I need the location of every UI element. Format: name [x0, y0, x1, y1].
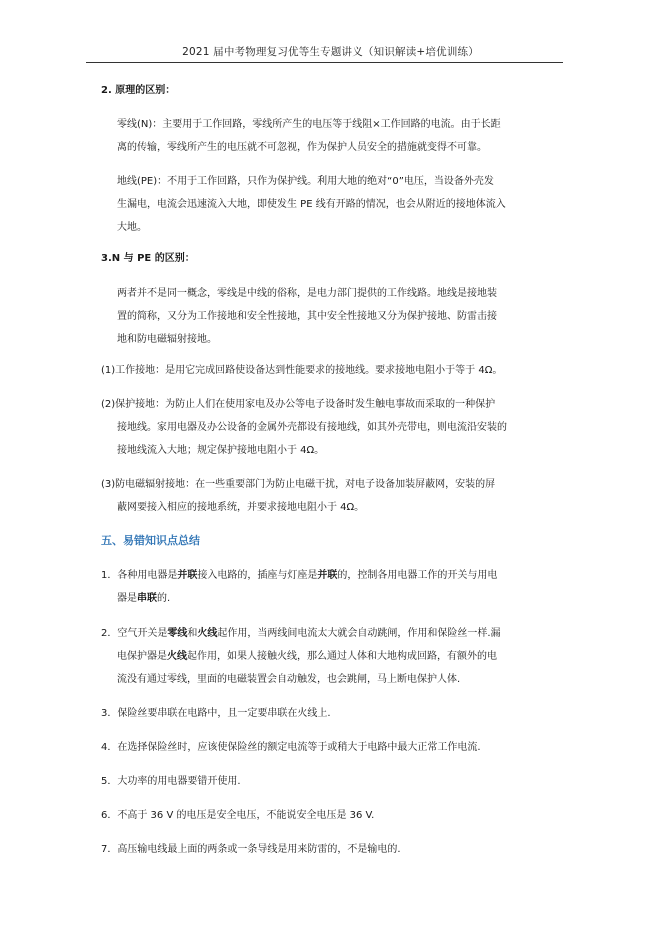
text-line: 蔽网要接入相应的接地系统，并要求接地电阻小于 4Ω。: [117, 502, 365, 513]
text-line: 地和防电磁辐射接地。: [117, 334, 217, 345]
text-line: (2)保护接地：为防止人们在使用家电及办公等电子设备时发生触电事故而采取的一种保护: [101, 399, 496, 410]
text-line: 大地。: [117, 222, 147, 233]
text-line: (3)防电磁辐射接地：在一些重要部门为防止电磁干扰，对电子设备加装屏蔽网，安装的屏: [101, 479, 496, 490]
text-line: 2．空气开关是零线和火线起作用，当两线间电流太大就会自动跳闸，作用和保险丝一样.漏: [101, 628, 501, 639]
text-line: 流没有通过零线，里面的电磁装置会自动触发，也会跳闸，马上断电保护人体.: [117, 674, 461, 685]
text-line: 7．高压输电线最上面的两条或一条导线是用来防雷的，不是输电的.: [101, 844, 401, 855]
text-line: 接地线。家用电器及办公设备的金属外壳都设有接地线，如其外壳带电，则电流沿安装的: [117, 422, 507, 433]
subsection-heading: 2. 原理的区别：: [101, 85, 176, 96]
text-line: 电保护器是火线起作用，如果人接触火线，那么通过人体和大地构成回路，有额外的电: [117, 651, 497, 662]
text-line: 3．保险丝要串联在电路中，且一定要串联在火线上.: [101, 708, 331, 719]
text-line: 器是串联的.: [117, 593, 171, 604]
text-line: 生漏电，电流会迅速流入大地，即使发生 PE 线有开路的情况，也会从附近的接地体流入: [117, 199, 506, 210]
section-heading: 五、易错知识点总结: [101, 534, 200, 547]
subsection-heading: 3.N 与 PE 的区别：: [101, 253, 195, 264]
page-header: 2021 届中考物理复习优等生专题讲义（知识解读+培优训练）: [182, 46, 479, 58]
header-divider: [86, 62, 563, 63]
text-line: 接地线流入大地；规定保护接地电阻小于 4Ω。: [117, 445, 325, 456]
text-line: 离的传输，零线所产生的电压就不可忽视，作为保护人员安全的措施就变得不可靠。: [117, 142, 487, 153]
text-line: 6．不高于 36 V 的电压是安全电压，不能说安全电压是 36 V.: [101, 810, 375, 821]
text-line: 4．在选择保险丝时，应该使保险丝的额定电流等于或稍大于电路中最大正常工作电流.: [101, 742, 481, 753]
text-line: 零线(N)：主要用于工作回路，零线所产生的电压等于线阻×工作回路的电流。由于长距: [117, 119, 501, 130]
text-line: 两者并不是同一概念，零线是中线的俗称，是电力部门提供的工作线路。地线是接地装: [117, 288, 497, 299]
text-line: 5．大功率的用电器要错开使用.: [101, 776, 241, 787]
text-line: 置的简称，又分为工作接地和安全性接地，其中安全性接地又分为保护接地、防雷击接: [117, 311, 497, 322]
text-line: (1)工作接地：是用它完成回路使设备达到性能要求的接地线。要求接地电阻小于等于 4Ω。: [101, 365, 503, 376]
text-line: 地线(PE)：不用于工作回路，只作为保护线。利用大地的绝对“0”电压，当设备外壳发: [117, 176, 494, 187]
text-line: 1．各种用电器是并联接入电路的，插座与灯座是并联的，控制各用电器工作的开关与用电: [101, 570, 498, 581]
